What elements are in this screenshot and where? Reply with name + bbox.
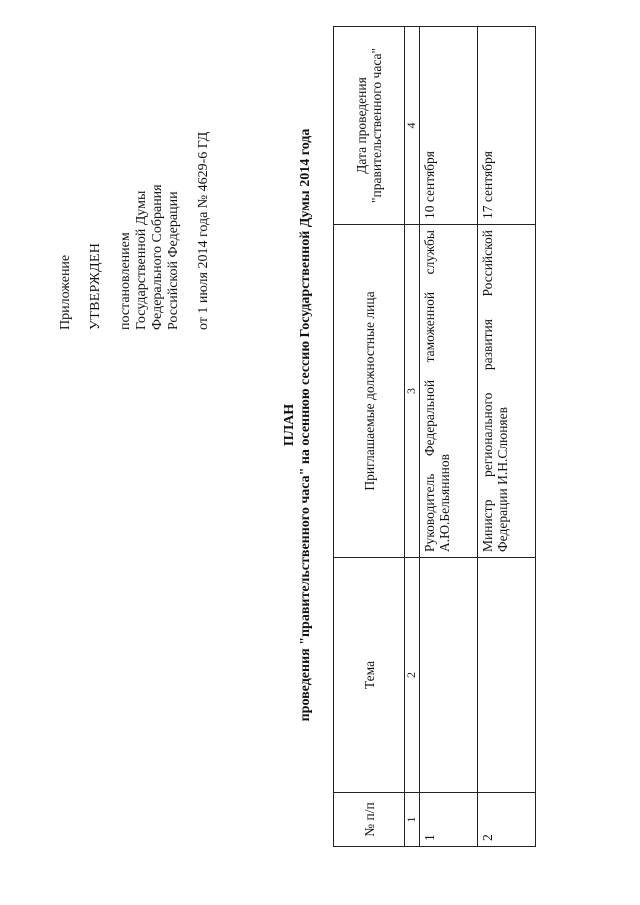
approved-label: УТВЕРЖДЕН: [88, 242, 103, 330]
table-row: [420, 27, 478, 847]
document-title: ПЛАН: [282, 403, 297, 447]
row-official: Министр регионального развития Российской Федерации И.Н.Слюняев: [478, 225, 536, 558]
header-date: Дата проведения "правительственного часа": [334, 27, 405, 225]
header-officials: Приглашаемые должностные лица: [334, 225, 405, 558]
row-official: Руководитель Федеральной таможенной службы А.Ю.Бельянинов: [420, 225, 478, 558]
column-number: 3: [405, 225, 420, 558]
approval-block: [58, 10, 212, 330]
document-subtitle: проведения "правительственного часа" на осеннюю сессию Государственной Думы 2014 года: [298, 128, 313, 722]
row-date: 10 сентября: [420, 27, 478, 225]
row-number: 2: [478, 793, 536, 847]
column-number: 2: [405, 558, 420, 793]
table-row: [478, 27, 536, 847]
appendix-label: Приложение: [58, 254, 73, 330]
document-heading: [282, 25, 314, 825]
row-number: 1: [420, 793, 478, 847]
row-date: 17 сентября: [478, 27, 536, 225]
row-topic: [478, 558, 536, 793]
decree-line-1: постановлением: [118, 232, 133, 330]
decree-date: от 1 июля 2014 года № 4629-6 ГД: [196, 131, 211, 330]
decree-line-4: Российской Федерации: [166, 191, 181, 330]
row-topic: [420, 558, 478, 793]
decree-line-3: Федерального Собрания: [150, 184, 165, 330]
table-header-row: [334, 27, 405, 847]
header-number: № п/п: [334, 793, 405, 847]
header-topic: Тема: [334, 558, 405, 793]
column-number: 4: [405, 27, 420, 225]
plan-table: [333, 26, 536, 847]
column-number-row: [405, 27, 420, 847]
decree-line-2: Государственной Думы: [134, 190, 149, 330]
column-number: 1: [405, 793, 420, 847]
